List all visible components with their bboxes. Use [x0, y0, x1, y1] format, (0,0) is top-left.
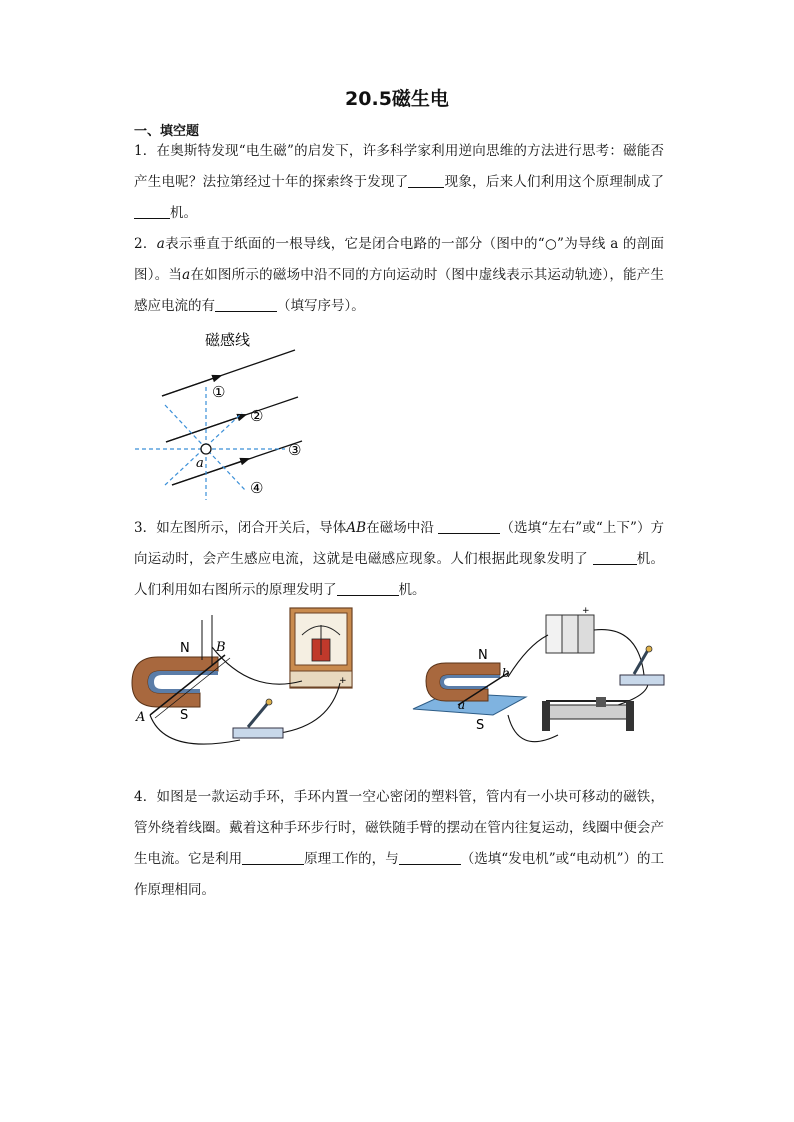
battery-3: [578, 615, 594, 653]
q1-number: 1．: [134, 143, 157, 159]
generator-setup-figure: [130, 605, 360, 755]
switch-base: [233, 728, 283, 738]
conductor-a: [201, 444, 211, 454]
q1-text-1: 在奥斯特发现“电生磁”的启发下，许多科学家利用逆向思维的方法进行思考：磁能否产生电呢？法拉第经过十年的探索终于发现了: [134, 143, 664, 190]
question-4: [134, 782, 664, 906]
mark-2: ②: [250, 407, 264, 425]
left-label-s: S: [180, 708, 189, 723]
field-line-3-arrow: [172, 459, 248, 485]
q3-blank-2[interactable]: [593, 550, 637, 565]
q4-text-1: 如图是一款运动手环，手环内置一空心密闭的塑料管，管内有一小块可移动的磁铁，管外绕着线圈。戴着这种手环步行时，磁铁随手臂的摆动在管内往复运动，线圈中便会产生电流。它是利用: [134, 789, 665, 867]
page-title: 20.5磁生电: [345, 88, 449, 110]
q3-text-5: 机。: [398, 582, 426, 598]
right-label-n: N: [478, 648, 488, 663]
right-switch-knob: [646, 646, 652, 652]
conductor-a-label: a: [196, 456, 204, 471]
q2-blank[interactable]: [215, 297, 277, 312]
wire-bottom: [150, 715, 240, 744]
q3-var-ab: AB: [346, 520, 366, 536]
rheostat-end-left: [542, 701, 550, 731]
q3-number: 3．: [134, 520, 157, 536]
magnetic-field-figure: [130, 325, 320, 500]
q1-blank-1[interactable]: [408, 173, 444, 188]
q3-text-1: 如左图所示，闭合开关后，导体: [156, 520, 347, 536]
right-switch-base: [620, 675, 664, 685]
q1-blank-2[interactable]: [134, 204, 170, 219]
motor-setup-figure: [408, 605, 670, 755]
question-2: [134, 229, 664, 322]
q2-var-a: a: [156, 236, 165, 252]
rheostat-slider: [596, 697, 606, 707]
q4-text-3: （选填“发电机”或“电动机”）的工作原理相同。: [134, 851, 665, 898]
section-heading: 一、填空题: [134, 124, 200, 139]
q4-number: 4．: [134, 789, 157, 805]
battery-2: [562, 615, 578, 653]
q4-text-2: 原理工作的，与: [304, 851, 399, 867]
mark-4: ④: [250, 479, 264, 497]
q3-text-2: 在磁场中沿: [366, 520, 434, 536]
q3-text-4: 机。人们利用如右图所示的原理发明了: [134, 551, 665, 598]
question-3: [134, 513, 664, 606]
left-label-b: B: [216, 640, 226, 655]
question-1: [134, 136, 664, 229]
q4-blank-1[interactable]: [242, 850, 304, 865]
horseshoe-magnet: [132, 657, 218, 707]
right-label-b: b: [502, 666, 510, 680]
right-wire-1: [508, 635, 548, 677]
mark-3: ③: [288, 441, 302, 459]
left-label-n: N: [180, 641, 190, 656]
field-line-label: 磁感线: [205, 331, 251, 349]
battery-1: [546, 615, 562, 653]
q2-var-a-2: a: [182, 267, 191, 283]
q2-text-3: （填写序号）。: [277, 298, 365, 314]
q1-text-2: 现象，后来人们利用这个原理制成了: [444, 174, 665, 190]
q2-number: 2．: [134, 236, 157, 252]
switch-knob: [266, 699, 272, 705]
wire-switch: [280, 683, 340, 733]
rheostat-end-right: [626, 701, 634, 731]
right-label-s: S: [476, 718, 485, 733]
q1-text-3: 机。: [170, 205, 197, 221]
q3-text-3: （选填“左右”或“上下”）方向运动时，会产生感应电流，这就是电磁感应现象。人们根据此现象发明了: [134, 520, 665, 567]
right-magnet-inner: [440, 675, 500, 689]
q2-text-2: 在如图所示的磁场中沿不同的方向运动时（图中虚线表示其运动轨迹），能产生感应电流的有: [134, 267, 665, 314]
q4-blank-2[interactable]: [399, 850, 461, 865]
magnet-inner: [148, 671, 218, 693]
battery-plus: +: [582, 606, 590, 616]
q3-blank-3[interactable]: [337, 581, 399, 596]
mark-1: ①: [212, 383, 226, 401]
q2-text-1: 表示垂直于纸面的一根导线，它是闭合电路的一部分（图中的“○”为导线 a 的剖面图）。当: [134, 236, 664, 283]
rheostat-coil: [548, 705, 628, 719]
right-switch-lever: [634, 650, 648, 674]
left-label-a: A: [136, 710, 146, 725]
q3-blank-1[interactable]: [438, 519, 500, 534]
galvanometer-plus: +: [339, 676, 347, 686]
right-label-a: a: [458, 698, 466, 712]
switch-lever: [248, 703, 268, 727]
